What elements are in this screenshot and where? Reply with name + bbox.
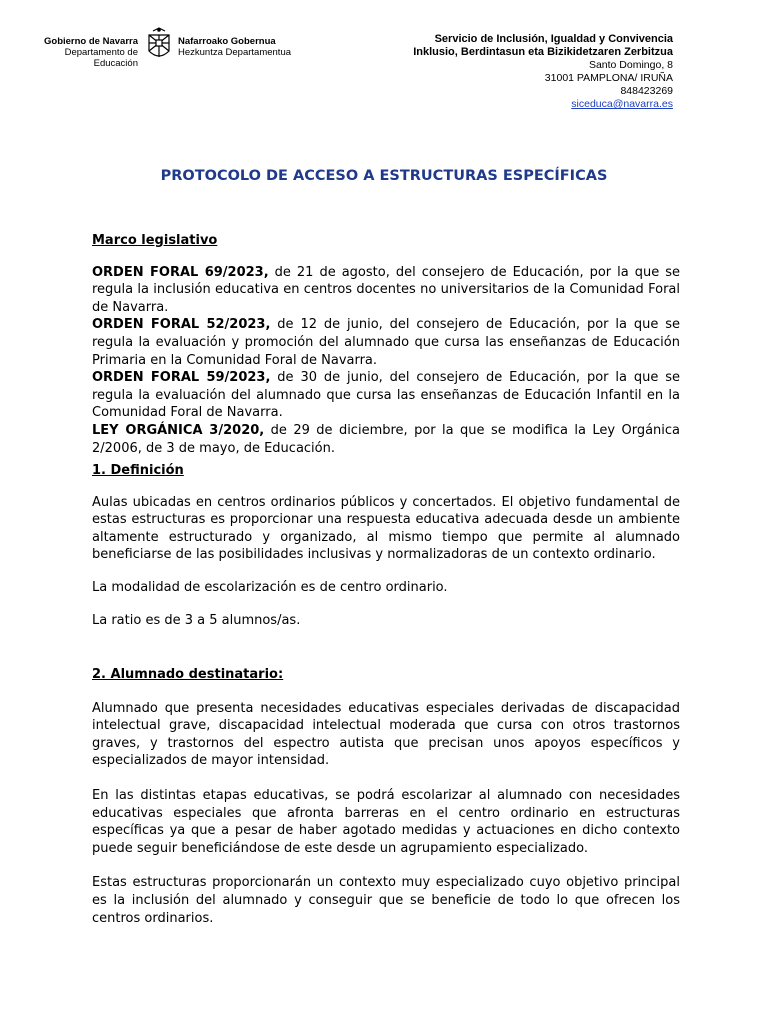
paragraph: Estas estructuras proporcionarán un contexto muy especializado cuyo objetivo principal es la inclusión del alumnado y conseguir que se beneficie de todo lo que ofrecen los centros ordinarios.: [92, 875, 680, 926]
email-link[interactable]: siceduca@navarra.es: [571, 98, 673, 110]
address-city: 31001 PAMPLONA/ IRUÑA: [544, 72, 673, 84]
legal-reference: ORDEN FORAL 52/2023, de 12 de junio, del consejero de Educación, por la que se regula la evaluación y promoción del alumnado que cursa las enseñanzas de Educación Primaria en la Comunidad Foral de Navarra.: [92, 317, 680, 368]
legal-reference: LEY ORGÁNICA 3/2020, de 29 de diciembre, por la que se modifica la Ley Orgánica 2/2006, de 3 de mayo, de Educación.: [92, 422, 681, 456]
paragraph: La modalidad de escolarización es de centro ordinario.: [92, 579, 448, 595]
government-name-spanish: [20, 36, 138, 69]
legal-reference: ORDEN FORAL 59/2023, de 30 de junio, del consejero de Educación, por la que se regula la evaluación del alumnado que cursa las enseñanzas de Educación Infantil en la Comunidad Foral de Navarra.: [92, 370, 680, 421]
service-name: Servicio de Inclusión, Igualdad y Convivencia: [434, 33, 673, 45]
service-name-eu: Inklusio, Berdintasun eta Bizikidetzaren Zerbitzua: [413, 46, 673, 58]
address-street: Santo Domingo, 8: [588, 59, 673, 71]
paragraph: Aulas ubicadas en centros ordinarios públicos y concertados. El objetivo fundamental de estas estructuras es proporcionar una respuesta educativa adecuada desde un ambiente altamente estructurado y organizado, al mismo tiempo que permite al alumnado beneficiarse de las posibilidades inclusivas y normalizadoras de un contexto ordinario.: [92, 494, 680, 563]
paragraph: En las distintas etapas educativas, se podrá escolarizar al alumnado con necesidades educativas especiales que afronta barreras en el centro ordinario en estructuras específicas ya que a pesar de haber agotado medidas y actuaciones en dicho contexto puede seguir beneficiándose de este desde un agrupamiento especializado.: [92, 787, 680, 856]
legal-reference: ORDEN FORAL 69/2023, de 21 de agosto, del consejero de Educación, por la que se regula la inclusión educativa en centros docentes no universitarios de la Comunidad Foral de Navarra.: [92, 264, 680, 315]
phone-number: 848423269: [620, 85, 673, 97]
marco-legislativo-section: [92, 232, 680, 457]
definicion-section: [92, 462, 680, 629]
government-name-eu: Nafarroako Gobernua: [178, 36, 276, 47]
service-contact-block: [413, 33, 673, 111]
department-name-eu: Hezkuntza Departamentua: [178, 47, 292, 58]
alumnado-section: [92, 666, 680, 927]
paragraph: La ratio es de 3 a 5 alumnos/as.: [92, 612, 301, 628]
department-name: Departamento de Educación: [64, 47, 138, 69]
document-title: PROTOCOLO DE ACCESO A ESTRUCTURAS ESPECÍFICAS: [160, 168, 608, 184]
section-heading: 2. Alumnado destinatario:: [92, 667, 284, 682]
section-heading: 1. Definición: [92, 463, 184, 478]
document-header: [0, 0, 768, 120]
government-name: Gobierno de Navarra: [44, 36, 138, 47]
paragraph: Alumnado que presenta necesidades educativas especiales derivadas de discapacidad intelectual grave, discapacidad intelectual moderada que cursa con otros trastornos graves, y trastornos del espectro autista que precisan unos apoyos específicos y especializados de mayor intensidad.: [92, 700, 680, 769]
navarra-crest-icon: [146, 27, 172, 61]
government-name-basque: [178, 36, 291, 58]
section-heading: Marco legislativo: [92, 233, 218, 248]
